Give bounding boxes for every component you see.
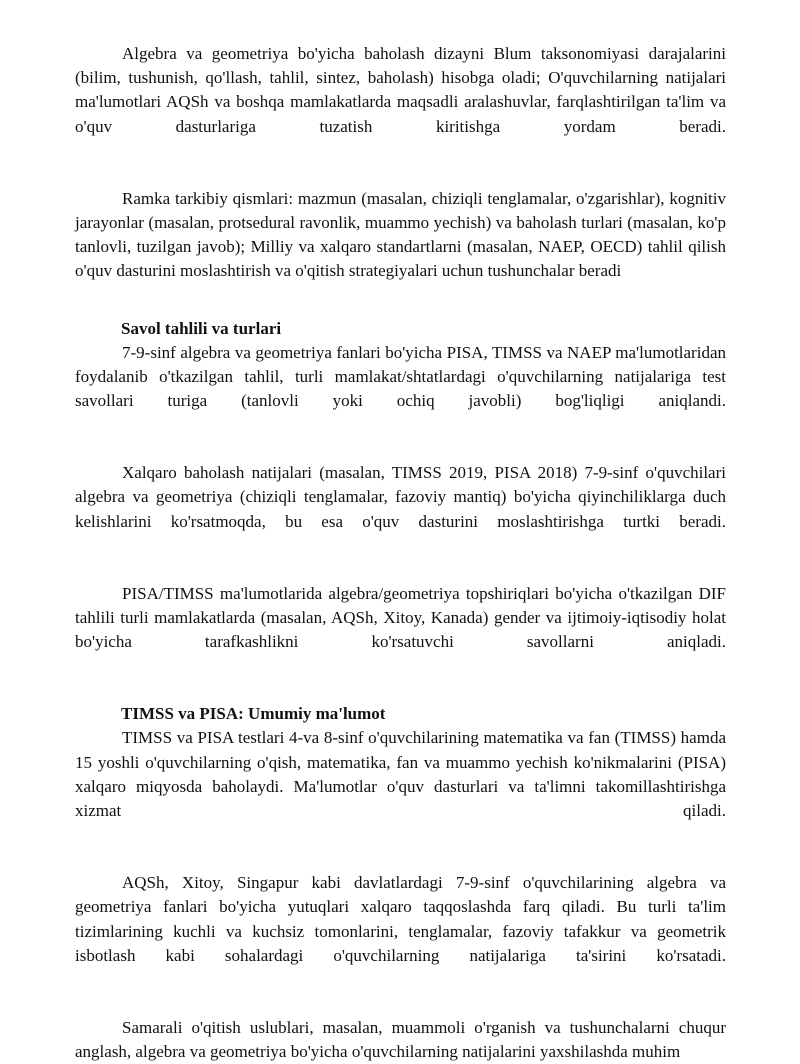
paragraph-question-analysis: 7-9-sinf algebra va geometriya fanlari bo'yicha PISA, TIMSS va NAEP ma'lumotlaridan foydalanib o'tkazilgan tahlil, turli mamlakat/shtatlardagi o'quvchilarning natijalariga test savollari turiga (tanlovli yoki ochiq javobli) bog'liqligi aniqlandi. bbox=[75, 342, 726, 411]
paragraph-international-results: Xalqaro baholash natijalari (masalan, TIMSS 2019, PISA 2018) 7-9-sinf o'quvchilari algebra va geometriya (chiziqli tenglamalar, fazoviy mantiq) bo'yicha qiyinchiliklarga duch kelishlarini ko'rsatmoqda, bu esa o'quv dasturini moslashtirishga turtki beradi. bbox=[75, 463, 726, 531]
paragraph-spacer bbox=[75, 139, 726, 187]
paragraph-teaching-methods: Samarali o'qitish uslublari, masalan, muammoli o'rganish va tushunchalarni chuqur anglash, algebra va geometriya bo'yicha o'quvchilarning natijalarini yaxshilashda muhim bbox=[75, 1018, 726, 1062]
paragraph-spacer bbox=[75, 534, 726, 582]
section-heading-timss-pisa: TIMSS va PISA: Umumiy ma'lumot bbox=[121, 704, 386, 724]
paragraph-assessment-design: Algebra va geometriya bo'yicha baholash dizayni Blum taksonomiyasi darajalarini (bilim, tushunish, qo'llash, tahlil, sintez, baholash) hisobga oladi; O'quvchilarning natijalari ma'lumotlari AQSh va boshqa mamlakatlarda maqsadli aralashuvlar, farqlashtirilgan ta'lim va o'quv dasturlariga tuzatish kiritishga yordam beradi. bbox=[75, 44, 726, 136]
paragraph-spacer bbox=[75, 413, 726, 461]
paragraph-country-comparison: AQSh, Xitoy, Singapur kabi davlatlardagi 7-9-sinf o'quvchilarining algebra va geometriya fanlari bo'yicha yutuqlari xalqaro taqqoslashda farq qiladi. Bu turli ta'lim tizimlarining kuchli va kuchsiz tomonlarini, tenglamalar, fazoviy tafakkur va geometrik isbotlash kabi sohalardagi o'quvchilarning natijalariga ta'sirini ko'rsatadi. bbox=[75, 873, 726, 965]
paragraph-framework-components: Ramka tarkibiy qismlari: mazmun (masalan, chiziqli tenglamalar, o'zgarishlar), kognitiv jarayonlar (masalan, protsedural ravonlik, muammo yechish) va baholash turlari (masalan, ko'p tanlovli, tuzilgan javob); Milliy va xalqaro standartlarni (masalan, NAEP, OECD) tahlil qilish o'quv dasturini moslashtirish va o'qitish strategiyalari uchun tushunchalar beradi bbox=[75, 188, 726, 281]
paragraph-spacer bbox=[75, 654, 726, 702]
document-body bbox=[75, 42, 726, 1064]
paragraph-spacer bbox=[75, 968, 726, 1016]
paragraph-spacer bbox=[75, 823, 726, 871]
section-heading-question-analysis: Savol tahlili va turlari bbox=[121, 318, 282, 338]
paragraph-spacer bbox=[75, 284, 726, 317]
paragraph-dif-analysis: PISA/TIMSS ma'lumotlarida algebra/geometriya topshiriqlari bo'yicha o'tkazilgan DIF tahlili turli mamlakatlarda (masalan, AQSh, Xitoy, Kanada) gender va ijtimoiy-iqtisodiy holat bo'yicha tarafkashlikni ko'rsatuvchi savollarni aniqladi. bbox=[75, 583, 726, 652]
paragraph-timss-pisa-overview: TIMSS va PISA testlari 4-va 8-sinf o'quvchilarining matematika va fan (TIMSS) hamda 15 yoshli o'quvchilarning o'qish, matematika, fan va muammo yechish ko'nikmalarini (PISA) xalqaro miqyosda baholaydi. Ma'lumotlar o'quv dasturlari va ta'limni takomillashtirishga xizmat qiladi. bbox=[75, 728, 726, 821]
